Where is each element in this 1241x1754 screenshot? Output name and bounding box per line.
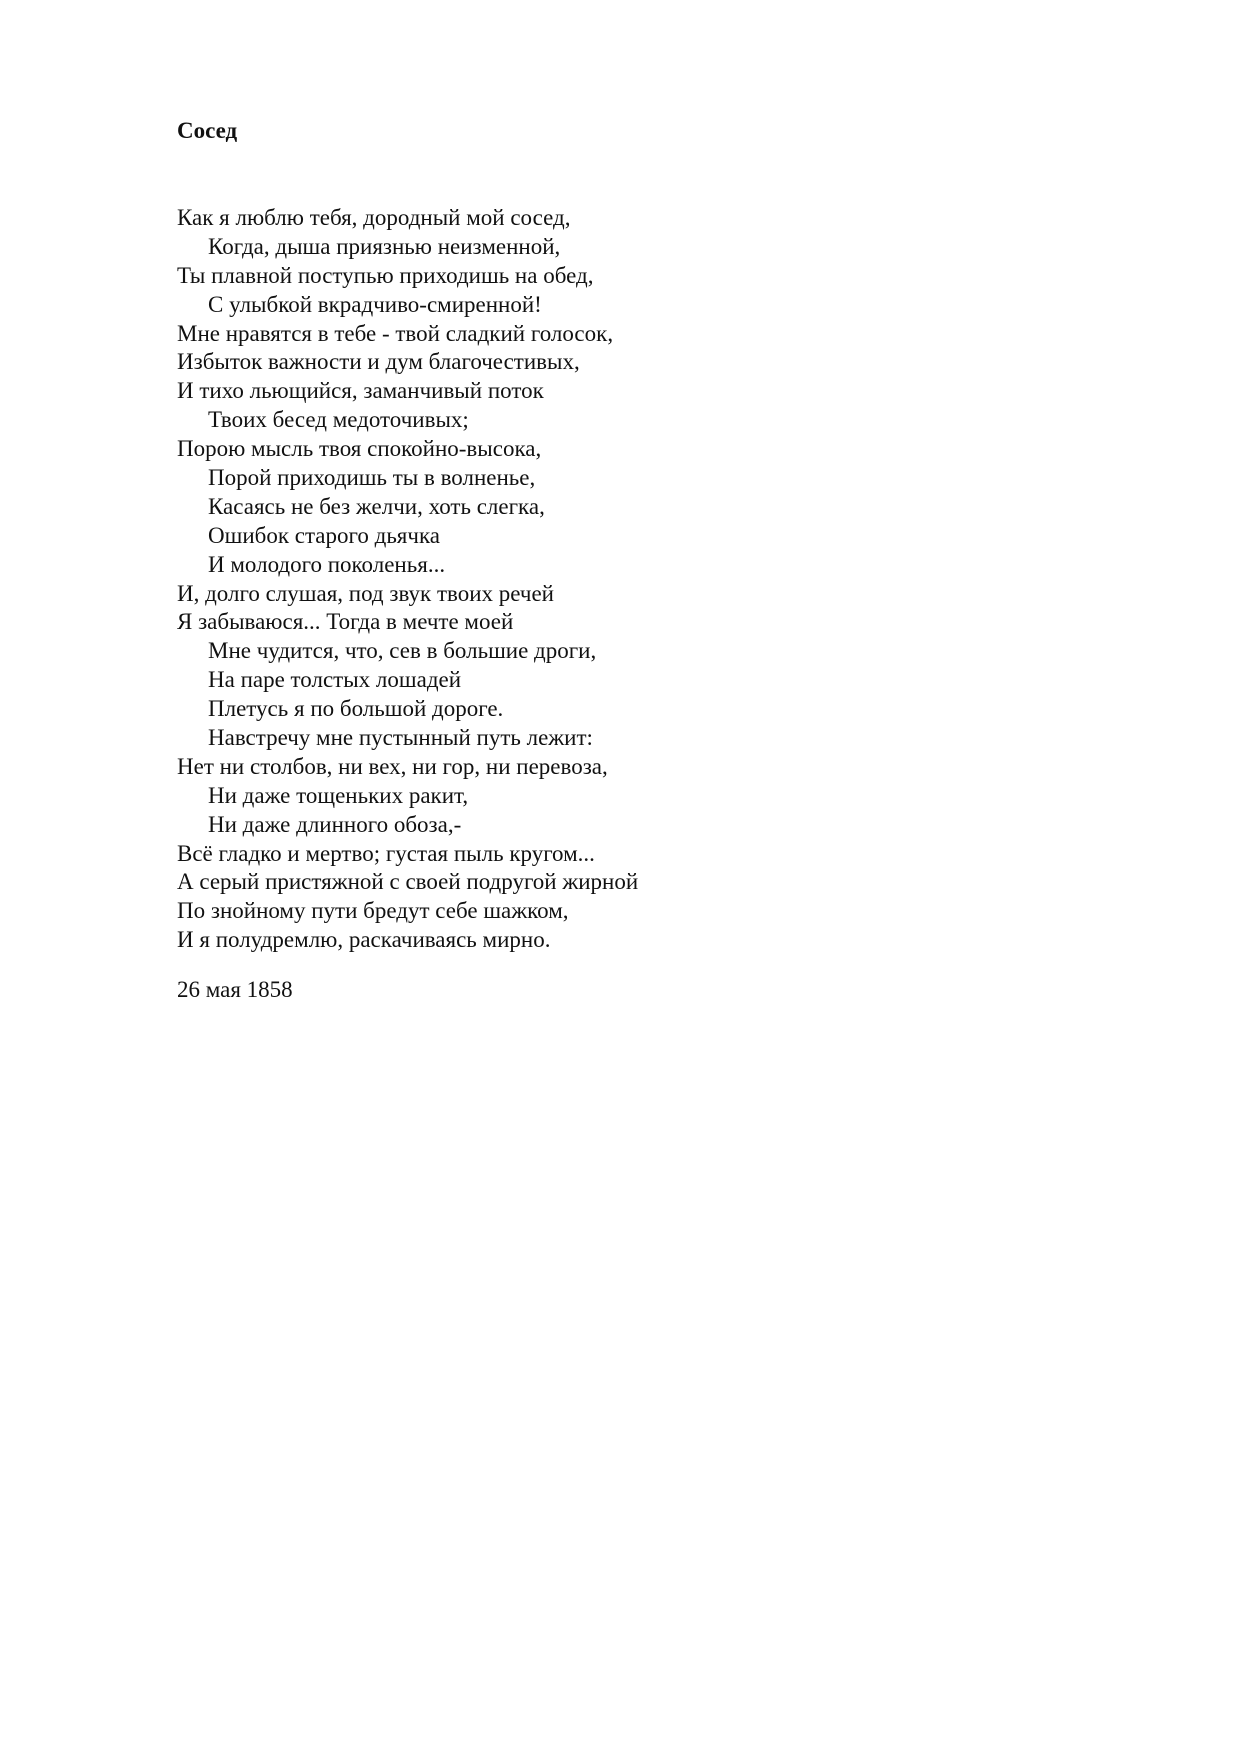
poem-line: Я забываюся... Тогда в мечте моей	[177, 609, 514, 635]
poem-line: Ни даже тощеньких ракит,	[208, 782, 469, 808]
poem-line: Нет ни столбов, ни вех, ни гор, ни перевоза,	[177, 753, 608, 779]
poem-line: И я полудремлю, раскачиваясь мирно.	[177, 927, 551, 953]
poem-line: На паре толстых лошадей	[208, 667, 462, 693]
poem-line: Всё гладко и мертво; густая пыль кругом...	[177, 840, 595, 866]
poem-line: Когда, дыша приязнью неизменной,	[208, 233, 561, 259]
poem-line: Как я люблю тебя, дородный мой сосед,	[177, 205, 571, 230]
poem-line: Навстречу мне пустынный путь лежит:	[208, 725, 593, 751]
poem-line: С улыбкой вкрадчиво-смиренной!	[208, 291, 542, 317]
poem-body	[177, 204, 638, 955]
poem-title: Сосед	[177, 118, 238, 143]
poem-line: И молодого поколенья...	[208, 551, 446, 577]
poem-line: Мне нравятся в тебе - твой сладкий голосок,	[177, 320, 614, 346]
poem-line: А серый пристяжной с своей подругой жирной	[177, 869, 639, 895]
poem-line: Мне чудится, что, сев в большие дроги,	[208, 638, 597, 664]
poem-line: Ни даже длинного обоза,-	[208, 811, 462, 837]
poem-line: Ошибок старого дьячка	[208, 522, 440, 548]
poem-line: Касаясь не без желчи, хоть слегка,	[208, 493, 545, 519]
poem-line: Ты плавной поступью приходишь на обед,	[177, 262, 594, 288]
poem-line: По знойному пути бредут себе шажком,	[177, 898, 569, 924]
poem-line: Порой приходишь ты в волненье,	[208, 465, 536, 491]
poem-date: 26 мая 1858	[177, 977, 293, 1002]
poem-line: И тихо льющийся, заманчивый поток	[177, 378, 544, 404]
poem-line: Избыток важности и дум благочестивых,	[177, 349, 580, 375]
poem-line: Порою мысль твоя спокойно-высока,	[177, 436, 542, 462]
poem-line: И, долго слушая, под звук твоих речей	[177, 580, 554, 606]
poem-line: Твоих бесед медоточивых;	[208, 407, 469, 433]
poem-line: Плетусь я по большой дороге.	[208, 696, 504, 722]
